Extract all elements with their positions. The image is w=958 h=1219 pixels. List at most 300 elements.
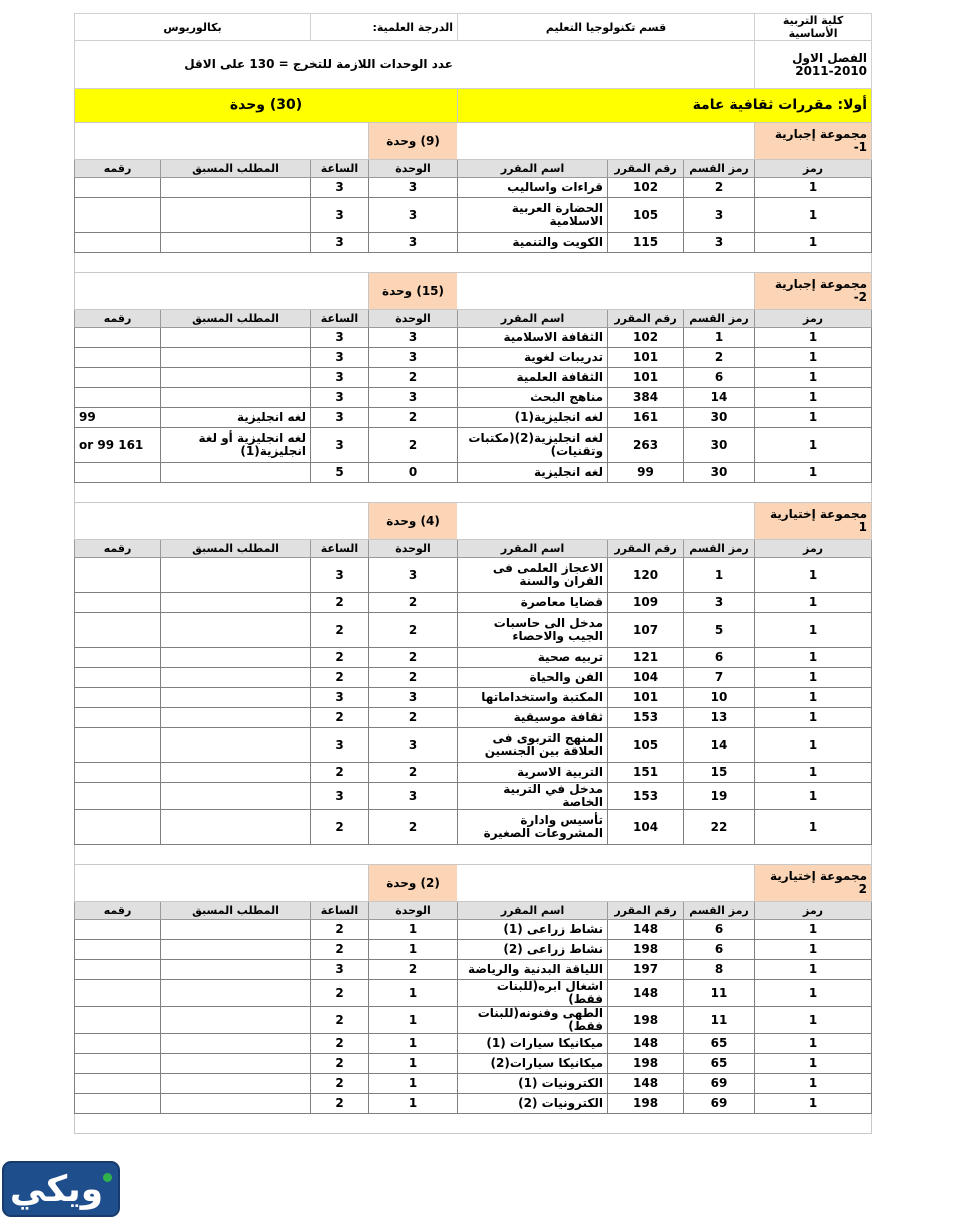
column-header-course-number: رقم المقرر <box>608 902 684 920</box>
cell-prerequisite <box>161 348 311 368</box>
cell-dept-code: 3 <box>684 593 755 613</box>
cell-units: 3 <box>369 783 458 810</box>
cell-prerequisite <box>161 613 311 648</box>
cell-course-name: اشغال ابره(للبنات فقط) <box>458 980 608 1007</box>
group-units: (15) وحدة <box>369 273 458 310</box>
cell-units: 1 <box>369 980 458 1007</box>
cell-hours: 2 <box>311 940 369 960</box>
table-row <box>75 728 872 763</box>
cell-hours: 2 <box>311 593 369 613</box>
cell-code: 1 <box>755 688 872 708</box>
cell-dept-code: 30 <box>684 408 755 428</box>
cell-course-number: 104 <box>608 668 684 688</box>
column-header-row <box>75 902 872 920</box>
cell-dept-code: 8 <box>684 960 755 980</box>
group-name: مجموعة إختيارية 2 <box>755 865 872 902</box>
cell-prerequisite <box>161 368 311 388</box>
cell-course-name: التربية الاسرية <box>458 763 608 783</box>
section-units: (30) وحدة <box>75 89 458 123</box>
table-row <box>75 388 872 408</box>
cell-course-number: 161 <box>608 408 684 428</box>
table-row <box>75 368 872 388</box>
cell-dept-code: 69 <box>684 1094 755 1114</box>
cell-course-name: مدخل في التربية الخاصة <box>458 783 608 810</box>
cell-course-name: ثقافة موسيقية <box>458 708 608 728</box>
cell-dept-code: 7 <box>684 668 755 688</box>
site-logo <box>2 1161 120 1217</box>
cell-hours: 3 <box>311 178 369 198</box>
cell-prerequisite-number <box>75 348 161 368</box>
cell-dept-code: 14 <box>684 728 755 763</box>
table-row <box>75 463 872 483</box>
group-header-row <box>75 123 872 160</box>
cell-course-number: 197 <box>608 960 684 980</box>
cell-course-name: الحضارة العربية الاسلامية <box>458 198 608 233</box>
cell-prerequisite-number <box>75 783 161 810</box>
cell-prerequisite <box>161 810 311 845</box>
cell-course-number: 120 <box>608 558 684 593</box>
cell-prerequisite-number <box>75 178 161 198</box>
cell-prerequisite <box>161 233 311 253</box>
cell-prerequisite-number <box>75 708 161 728</box>
group-units: (4) وحدة <box>369 503 458 540</box>
cell-dept-code: 6 <box>684 920 755 940</box>
table-row <box>75 648 872 668</box>
spacer-row <box>75 1114 872 1134</box>
column-header-prerequisite-number: رقمه <box>75 540 161 558</box>
column-header-prerequisite-number: رقمه <box>75 310 161 328</box>
table-row <box>75 613 872 648</box>
column-header-course-name: اسم المقرر <box>458 902 608 920</box>
cell-course-name: ميكانيكا سيارات(2) <box>458 1054 608 1074</box>
cell-units: 3 <box>369 233 458 253</box>
cell-units: 2 <box>369 613 458 648</box>
cell-units: 3 <box>369 688 458 708</box>
cell-units: 2 <box>369 763 458 783</box>
group-units: (9) وحدة <box>369 123 458 160</box>
cell-code: 1 <box>755 558 872 593</box>
table-row <box>75 428 872 463</box>
table-row <box>75 960 872 980</box>
cell-dept-code: 19 <box>684 783 755 810</box>
column-header-prerequisite-number: رقمه <box>75 160 161 178</box>
cell-units: 3 <box>369 558 458 593</box>
cell-units: 3 <box>369 348 458 368</box>
cell-code: 1 <box>755 368 872 388</box>
cell-units: 2 <box>369 368 458 388</box>
cell-code: 1 <box>755 1054 872 1074</box>
cell-hours: 2 <box>311 920 369 940</box>
cell-dept-code: 6 <box>684 648 755 668</box>
cell-course-name: الكترونيات (2) <box>458 1094 608 1114</box>
cell-code: 1 <box>755 763 872 783</box>
cell-prerequisite <box>161 668 311 688</box>
column-header-course-name: اسم المقرر <box>458 540 608 558</box>
cell-course-number: 107 <box>608 613 684 648</box>
column-header-units: الوحدة <box>369 310 458 328</box>
cell-dept-code: 1 <box>684 558 755 593</box>
column-header-dept-code: رمز القسم <box>684 310 755 328</box>
cell-course-name: تدريبات لغوية <box>458 348 608 368</box>
cell-code: 1 <box>755 1074 872 1094</box>
column-header-course-name: اسم المقرر <box>458 160 608 178</box>
cell-hours: 3 <box>311 328 369 348</box>
column-header-row <box>75 160 872 178</box>
cell-dept-code: 30 <box>684 463 755 483</box>
cell-dept-code: 65 <box>684 1034 755 1054</box>
cell-course-name: لغه انجليزية(1) <box>458 408 608 428</box>
cell-prerequisite <box>161 708 311 728</box>
cell-prerequisite <box>161 198 311 233</box>
cell-dept-code: 10 <box>684 688 755 708</box>
cell-course-name: قضايا معاصرة <box>458 593 608 613</box>
cell-units: 1 <box>369 940 458 960</box>
cell-dept-code: 2 <box>684 178 755 198</box>
table-row <box>75 783 872 810</box>
cell-units: 2 <box>369 408 458 428</box>
cell-code: 1 <box>755 980 872 1007</box>
column-header-code: رمز <box>755 310 872 328</box>
cell-prerequisite-number <box>75 388 161 408</box>
cell-code: 1 <box>755 728 872 763</box>
cell-prerequisite <box>161 1034 311 1054</box>
cell-course-number: 148 <box>608 1074 684 1094</box>
cell-hours: 5 <box>311 463 369 483</box>
table-row <box>75 558 872 593</box>
cell-prerequisite-number <box>75 1034 161 1054</box>
cell-units: 3 <box>369 328 458 348</box>
cell-units: 1 <box>369 1007 458 1034</box>
spacer-row <box>75 483 872 503</box>
cell-dept-code: 11 <box>684 1007 755 1034</box>
cell-prerequisite <box>161 688 311 708</box>
cell-course-name: المنهج التربوى فى العلاقة بين الجنسين <box>458 728 608 763</box>
cell-code: 1 <box>755 783 872 810</box>
column-header-code: رمز <box>755 540 872 558</box>
cell-course-number: 105 <box>608 198 684 233</box>
cell-units: 2 <box>369 960 458 980</box>
group-name: مجموعة إجبارية 2- <box>755 273 872 310</box>
cell-prerequisite <box>161 593 311 613</box>
cell-prerequisite-number <box>75 940 161 960</box>
column-header-code: رمز <box>755 902 872 920</box>
cell-course-number: 105 <box>608 728 684 763</box>
cell-hours: 2 <box>311 1054 369 1074</box>
cell-prerequisite <box>161 1007 311 1034</box>
cell-prerequisite-number <box>75 728 161 763</box>
table-row <box>75 668 872 688</box>
section-row <box>75 89 872 123</box>
cell-course-number: 99 <box>608 463 684 483</box>
cell-course-number: 102 <box>608 178 684 198</box>
cell-prerequisite-number <box>75 763 161 783</box>
table-row <box>75 1074 872 1094</box>
cell-course-name: تربيه صحية <box>458 648 608 668</box>
cell-course-name: تأسيس وادارة المشروعات الصغيرة <box>458 810 608 845</box>
cell-course-name: الثقافة العلمية <box>458 368 608 388</box>
column-header-prerequisite: المطلب المسبق <box>161 160 311 178</box>
cell-hours: 2 <box>311 668 369 688</box>
column-header-hours: الساعة <box>311 540 369 558</box>
table-row <box>75 408 872 428</box>
cell-prerequisite-number: 99 <box>75 408 161 428</box>
cell-dept-code: 1 <box>684 328 755 348</box>
column-header-prerequisite: المطلب المسبق <box>161 902 311 920</box>
cell-course-number: 263 <box>608 428 684 463</box>
cell-hours: 2 <box>311 810 369 845</box>
cell-prerequisite <box>161 728 311 763</box>
cell-code: 1 <box>755 648 872 668</box>
cell-course-number: 121 <box>608 648 684 668</box>
cell-prerequisite-number <box>75 1007 161 1034</box>
cell-prerequisite-number <box>75 368 161 388</box>
cell-hours: 2 <box>311 763 369 783</box>
degree-label: الدرجة العلمية: <box>311 14 458 41</box>
cell-prerequisite-number <box>75 668 161 688</box>
cell-course-number: 101 <box>608 688 684 708</box>
column-header-row <box>75 540 872 558</box>
cell-units: 1 <box>369 920 458 940</box>
cell-hours: 2 <box>311 648 369 668</box>
cell-units: 2 <box>369 668 458 688</box>
cell-course-name: لغه انجليزية(2)(مكتبات وتقنيات) <box>458 428 608 463</box>
cell-prerequisite-number <box>75 198 161 233</box>
cell-prerequisite-number <box>75 233 161 253</box>
cell-hours: 3 <box>311 408 369 428</box>
group-header-row <box>75 865 872 902</box>
cell-units: 3 <box>369 728 458 763</box>
cell-code: 1 <box>755 920 872 940</box>
cell-code: 1 <box>755 178 872 198</box>
cell-hours: 3 <box>311 428 369 463</box>
header-row-1 <box>75 14 872 41</box>
table-row <box>75 1034 872 1054</box>
cell-hours: 3 <box>311 688 369 708</box>
curriculum-table <box>74 13 872 1134</box>
cell-prerequisite <box>161 1074 311 1094</box>
cell-course-number: 148 <box>608 980 684 1007</box>
table-row <box>75 920 872 940</box>
cell-hours: 2 <box>311 1034 369 1054</box>
table-row <box>75 940 872 960</box>
cell-prerequisite <box>161 920 311 940</box>
cell-hours: 2 <box>311 1007 369 1034</box>
cell-prerequisite-number <box>75 920 161 940</box>
column-header-units: الوحدة <box>369 160 458 178</box>
group-name: مجموعة إختيارية 1 <box>755 503 872 540</box>
group-name: مجموعة إجبارية 1- <box>755 123 872 160</box>
group-units: (2) وحدة <box>369 865 458 902</box>
group-header-row <box>75 273 872 310</box>
cell-dept-code: 5 <box>684 613 755 648</box>
column-header-prerequisite: المطلب المسبق <box>161 540 311 558</box>
column-header-course-name: اسم المقرر <box>458 310 608 328</box>
column-header-dept-code: رمز القسم <box>684 160 755 178</box>
cell-code: 1 <box>755 348 872 368</box>
cell-prerequisite <box>161 940 311 960</box>
cell-dept-code: 6 <box>684 940 755 960</box>
cell-dept-code: 69 <box>684 1074 755 1094</box>
cell-course-name: قراءات واساليب <box>458 178 608 198</box>
table-row <box>75 348 872 368</box>
cell-hours: 3 <box>311 368 369 388</box>
cell-code: 1 <box>755 593 872 613</box>
cell-prerequisite-number <box>75 613 161 648</box>
cell-course-number: 198 <box>608 940 684 960</box>
column-header-row <box>75 310 872 328</box>
cell-code: 1 <box>755 198 872 233</box>
cell-dept-code: 65 <box>684 1054 755 1074</box>
cell-prerequisite-number <box>75 980 161 1007</box>
table-row <box>75 593 872 613</box>
cell-code: 1 <box>755 408 872 428</box>
cell-units: 2 <box>369 810 458 845</box>
cell-units: 0 <box>369 463 458 483</box>
cell-prerequisite <box>161 980 311 1007</box>
cell-code: 1 <box>755 613 872 648</box>
cell-course-number: 153 <box>608 708 684 728</box>
cell-prerequisite-number <box>75 558 161 593</box>
cell-prerequisite-number <box>75 1094 161 1114</box>
column-header-prerequisite-number: رقمه <box>75 902 161 920</box>
column-header-units: الوحدة <box>369 540 458 558</box>
cell-prerequisite <box>161 178 311 198</box>
table-row <box>75 178 872 198</box>
table-row <box>75 328 872 348</box>
cell-units: 2 <box>369 428 458 463</box>
cell-course-name: نشاط زراعى (2) <box>458 940 608 960</box>
cell-hours: 3 <box>311 388 369 408</box>
cell-prerequisite <box>161 463 311 483</box>
cell-course-name: ميكانيكا سيارات (1) <box>458 1034 608 1054</box>
cell-code: 1 <box>755 668 872 688</box>
cell-dept-code: 3 <box>684 233 755 253</box>
cell-dept-code: 22 <box>684 810 755 845</box>
cell-course-number: 109 <box>608 593 684 613</box>
table-row <box>75 688 872 708</box>
degree-value: بكالوريوس <box>75 14 311 41</box>
cell-units: 3 <box>369 198 458 233</box>
cell-units: 1 <box>369 1054 458 1074</box>
cell-course-name: الطهى وفنونه(للبنات فقط) <box>458 1007 608 1034</box>
cell-code: 1 <box>755 428 872 463</box>
cell-hours: 3 <box>311 233 369 253</box>
cell-prerequisite-number <box>75 328 161 348</box>
cell-hours: 2 <box>311 613 369 648</box>
cell-prerequisite <box>161 328 311 348</box>
cell-code: 1 <box>755 1007 872 1034</box>
cell-course-name: مدخل الى حاسبات الجيب والاحصاء <box>458 613 608 648</box>
cell-course-name: الكترونيات (1) <box>458 1074 608 1094</box>
units-required: عدد الوحدات اللازمة للتخرج = 130 على الاقل <box>75 41 458 89</box>
cell-code: 1 <box>755 810 872 845</box>
cell-course-number: 198 <box>608 1007 684 1034</box>
cell-units: 3 <box>369 178 458 198</box>
cell-prerequisite <box>161 388 311 408</box>
cell-units: 2 <box>369 648 458 668</box>
cell-hours: 2 <box>311 980 369 1007</box>
table-row <box>75 810 872 845</box>
logo-text: ويكي <box>9 1169 104 1210</box>
cell-dept-code: 30 <box>684 428 755 463</box>
cell-dept-code: 15 <box>684 763 755 783</box>
cell-hours: 3 <box>311 348 369 368</box>
table-row <box>75 198 872 233</box>
group-header-row <box>75 503 872 540</box>
column-header-hours: الساعة <box>311 310 369 328</box>
cell-prerequisite-number <box>75 648 161 668</box>
cell-course-name: الاعجاز العلمى فى القران والسنة <box>458 558 608 593</box>
column-header-units: الوحدة <box>369 902 458 920</box>
cell-units: 1 <box>369 1074 458 1094</box>
cell-hours: 2 <box>311 708 369 728</box>
column-header-course-number: رقم المقرر <box>608 310 684 328</box>
cell-code: 1 <box>755 328 872 348</box>
cell-course-number: 101 <box>608 348 684 368</box>
cell-prerequisite: لغه انجليزية أو لغة انجليزية(1) <box>161 428 311 463</box>
column-header-course-number: رقم المقرر <box>608 160 684 178</box>
cell-dept-code: 6 <box>684 368 755 388</box>
cell-prerequisite <box>161 558 311 593</box>
header-row-2 <box>75 41 872 89</box>
college-name: كلية التربية الأساسية <box>755 14 872 41</box>
cell-units: 2 <box>369 593 458 613</box>
cell-prerequisite-number <box>75 688 161 708</box>
cell-prerequisite-number: 161 or 99 <box>75 428 161 463</box>
table-row <box>75 763 872 783</box>
cell-course-number: 102 <box>608 328 684 348</box>
column-header-prerequisite: المطلب المسبق <box>161 310 311 328</box>
cell-course-number: 198 <box>608 1094 684 1114</box>
spacer-row <box>75 845 872 865</box>
cell-course-name: المكتبة واستخداماتها <box>458 688 608 708</box>
cell-dept-code: 11 <box>684 980 755 1007</box>
cell-course-number: 101 <box>608 368 684 388</box>
cell-course-name: الكويت والتنمية <box>458 233 608 253</box>
table-row <box>75 1054 872 1074</box>
table-row <box>75 1094 872 1114</box>
cell-prerequisite <box>161 648 311 668</box>
cell-prerequisite-number <box>75 1074 161 1094</box>
cell-dept-code: 2 <box>684 348 755 368</box>
logo-dot-icon <box>103 1173 112 1182</box>
cell-prerequisite <box>161 763 311 783</box>
cell-course-name: الفن والحياة <box>458 668 608 688</box>
semester: الفصل الاول 2010-2011 <box>755 41 872 89</box>
column-header-dept-code: رمز القسم <box>684 540 755 558</box>
cell-prerequisite: لغه انجليزية <box>161 408 311 428</box>
cell-dept-code: 14 <box>684 388 755 408</box>
cell-code: 1 <box>755 1034 872 1054</box>
column-header-course-number: رقم المقرر <box>608 540 684 558</box>
cell-hours: 3 <box>311 728 369 763</box>
cell-prerequisite <box>161 1094 311 1114</box>
cell-course-name: اللياقة البدنية والرياضة <box>458 960 608 980</box>
cell-code: 1 <box>755 940 872 960</box>
cell-prerequisite-number <box>75 960 161 980</box>
department-name: قسم تكنولوجيا التعليم <box>458 14 755 41</box>
cell-course-name: مناهج البحث <box>458 388 608 408</box>
cell-course-number: 148 <box>608 920 684 940</box>
column-header-hours: الساعة <box>311 902 369 920</box>
cell-code: 1 <box>755 708 872 728</box>
cell-course-number: 384 <box>608 388 684 408</box>
cell-course-number: 153 <box>608 783 684 810</box>
cell-course-name: نشاط زراعى (1) <box>458 920 608 940</box>
cell-code: 1 <box>755 233 872 253</box>
cell-hours: 3 <box>311 558 369 593</box>
cell-code: 1 <box>755 388 872 408</box>
